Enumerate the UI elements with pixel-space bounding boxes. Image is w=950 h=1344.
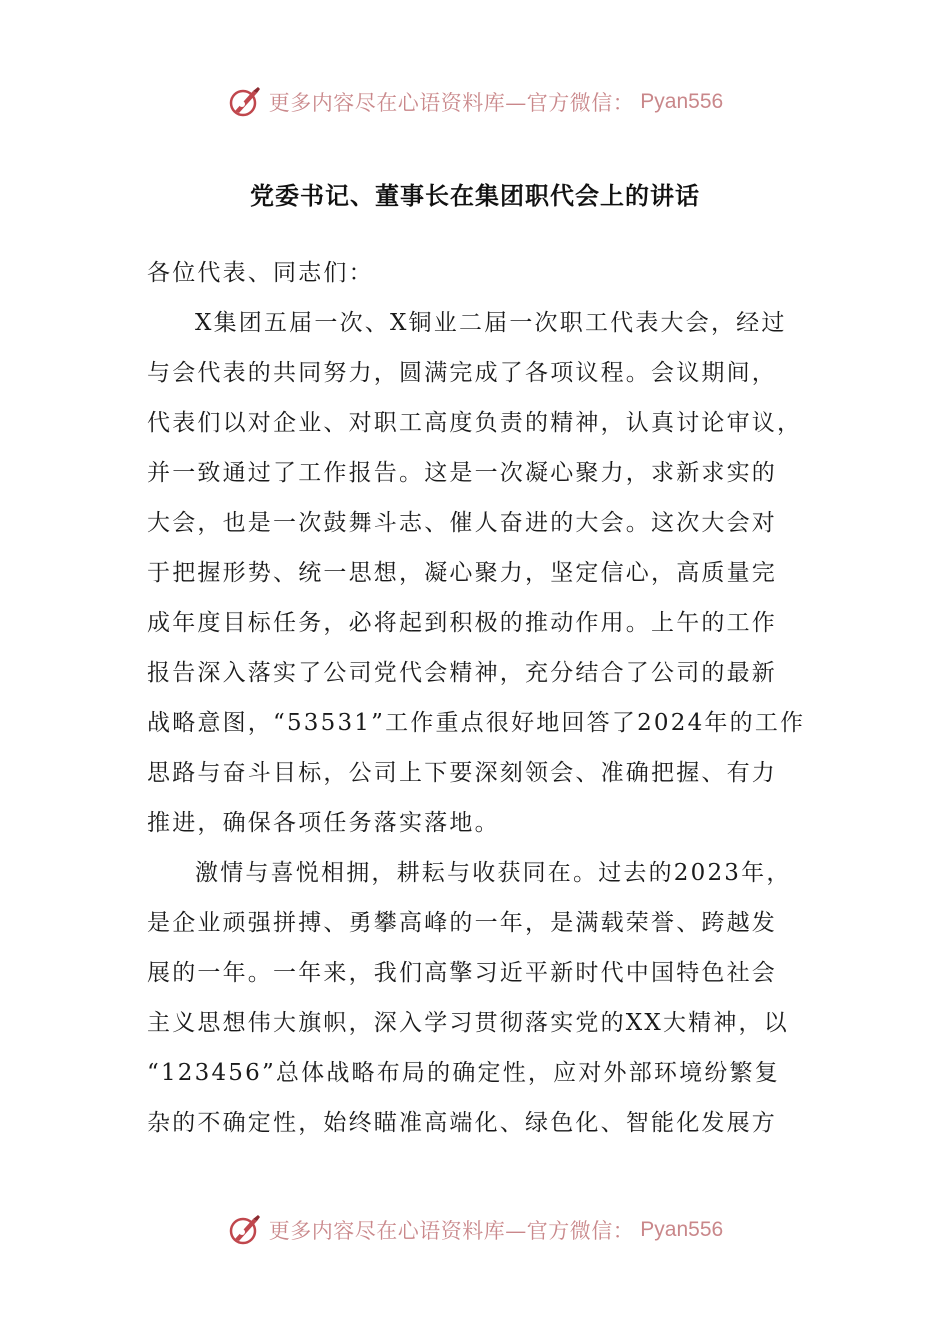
text-line: 代表们以对企业、对职工高度负责的精神，认真讨论审议， (147, 410, 803, 436)
watermark-header (0, 82, 950, 122)
text-line: 展的一年。一年来，我们高擎习近平新时代中国特色社会 (147, 960, 777, 986)
document-body (147, 248, 807, 1148)
text-line: 主义思想伟大旗帜，深入学习贯彻落实党的XX大精神，以 (147, 1010, 789, 1036)
text-line: 于把握形势、统一思想，凝心聚力，坚定信心，高质量完 (147, 560, 777, 586)
text-line: 报告深入落实了公司党代会精神，充分结合了公司的最新 (147, 660, 777, 686)
text-line: X集团五届一次、X铜业二届一次职工代表大会，经过 (195, 310, 787, 336)
text-line: 成年度目标任务，必将起到积极的推动作用。上午的工作 (147, 610, 777, 636)
text-line: 推进，确保各项任务落实落地。 (147, 810, 500, 836)
salutation: 各位代表、同志们： (147, 260, 374, 286)
text-line: 激情与喜悦相拥，耕耘与收获同在。过去的2023年， (195, 860, 792, 886)
pen-logo-icon (227, 84, 263, 120)
text-line: “123456”总体战略布局的确定性，应对外部环境纷繁复 (147, 1060, 780, 1086)
text-line: 杂的不确定性，始终瞄准高端化、绿色化、智能化发展方 (147, 1110, 777, 1136)
text-line: 战略意图，“53531”工作重点很好地回答了2024年的工作 (147, 710, 806, 736)
watermark-text: 更多内容尽在心语资料库—官方微信： (268, 91, 635, 115)
watermark-wechat-id: Pyan556 (640, 90, 724, 113)
text-line: 是企业顽强拼搏、勇攀高峰的一年，是满载荣誉、跨越发 (147, 910, 777, 936)
text-line: 大会，也是一次鼓舞斗志、催人奋进的大会。这次大会对 (147, 510, 777, 536)
text-line: 并一致通过了工作报告。这是一次凝心聚力，求新求实的 (147, 460, 777, 486)
text-line: 思路与奋斗目标，公司上下要深刻领会、准确把握、有力 (147, 760, 777, 786)
document-title: 党委书记、董事长在集团职代会上的讲话 (250, 182, 700, 210)
text-line: 与会代表的共同努力，圆满完成了各项议程。会议期间， (147, 360, 777, 386)
watermark-footer (0, 1210, 950, 1250)
watermark-wechat-id: Pyan556 (640, 1218, 724, 1241)
pen-logo-icon (227, 1212, 263, 1248)
watermark-text: 更多内容尽在心语资料库—官方微信： (268, 1219, 635, 1243)
